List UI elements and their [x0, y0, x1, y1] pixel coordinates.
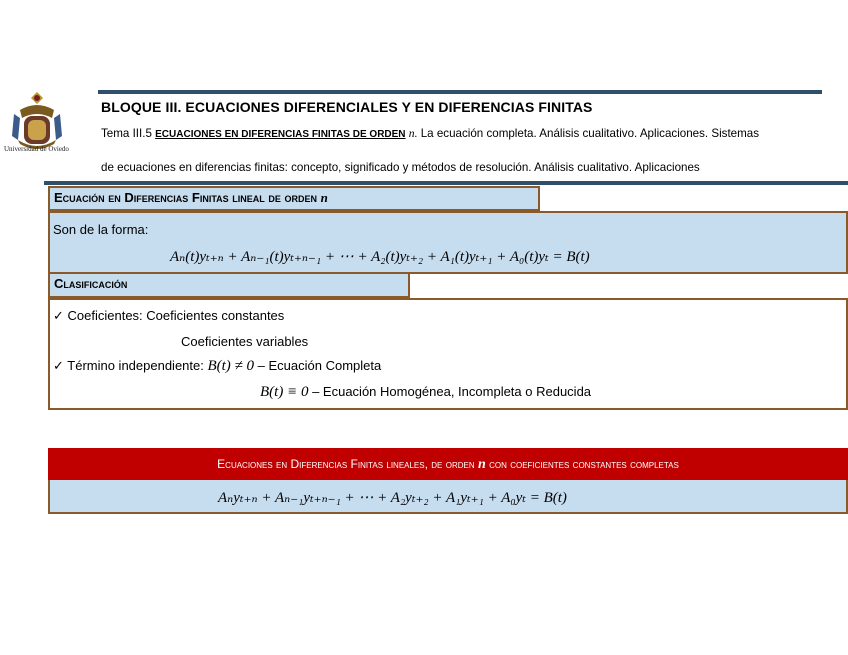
- section2-line3-rest: – Ecuación Completa: [257, 358, 382, 373]
- section1-header: [48, 186, 540, 211]
- section3-equation: Aₙyₜ₊ₙ + Aₙ₋₁yₜ₊ₙ₋₁ + ⋯ + A₂yₜ₊₂ + A₁yₜ₊₁ + A₀yₜ = B(t): [218, 490, 567, 506]
- section1-equation: Aₙ(t)yₜ₊ₙ + Aₙ₋₁(t)yₜ₊ₙ₋₁ + ⋯ + A₂(t)yₜ₊₂ + A₁(t)yₜ₊₁ + A₀(t)yₜ = B(t): [170, 249, 590, 265]
- tema-emphasis: ECUACIONES EN DIFERENCIAS FINITAS DE ORDEN: [155, 129, 406, 140]
- section1-title-var: n: [320, 190, 328, 205]
- tema-line: [101, 127, 759, 140]
- section3-title-var: n: [477, 457, 486, 472]
- section2-title: Clasificación: [54, 276, 128, 291]
- section3-banner: [48, 448, 848, 480]
- middle-rule: [44, 181, 848, 185]
- tema-prefix: Tema III.5: [101, 127, 152, 140]
- section2-line4-math: B(t) ≡ 0: [260, 384, 309, 400]
- tema-rest: La ecuación completa. Análisis cualitativo. Aplicaciones. Sistemas: [420, 127, 760, 140]
- block-title: BLOQUE III. ECUACIONES DIFERENCIALES Y EN DIFERENCIAS FINITAS: [101, 99, 593, 115]
- top-rule: [98, 90, 822, 94]
- section2-line1: ✓ Coeficientes: Coeficientes constantes: [53, 308, 285, 323]
- section1-title: Ecuación en Diferencias Finitas lineal de orden: [54, 190, 318, 205]
- section2-line3-label: ✓ Término independiente:: [53, 358, 204, 373]
- tema-var: n.: [408, 127, 418, 140]
- section2-line4: [260, 384, 591, 401]
- section2-line3: [53, 358, 381, 375]
- section2-line4-rest: – Ecuación Homogénea, Incompleta o Reducida: [312, 384, 592, 399]
- section1-intro: Son de la forma:: [53, 222, 149, 237]
- university-caption: Universidad de Oviedo: [4, 145, 69, 153]
- section2-line3-math: B(t) ≠ 0: [207, 358, 255, 374]
- section3-title-part2: con coeficientes constantes completas: [489, 457, 679, 471]
- section2-header: [48, 272, 410, 298]
- section2-line2: Coeficientes variables: [181, 334, 309, 349]
- tema-line-2: de ecuaciones en diferencias finitas: concepto, significado y métodos de resolución. Análisis cualitativo. Aplicaciones: [101, 161, 700, 174]
- section3-title-part1: Ecuaciones en Diferencias Finitas lineales, de orden: [217, 457, 475, 471]
